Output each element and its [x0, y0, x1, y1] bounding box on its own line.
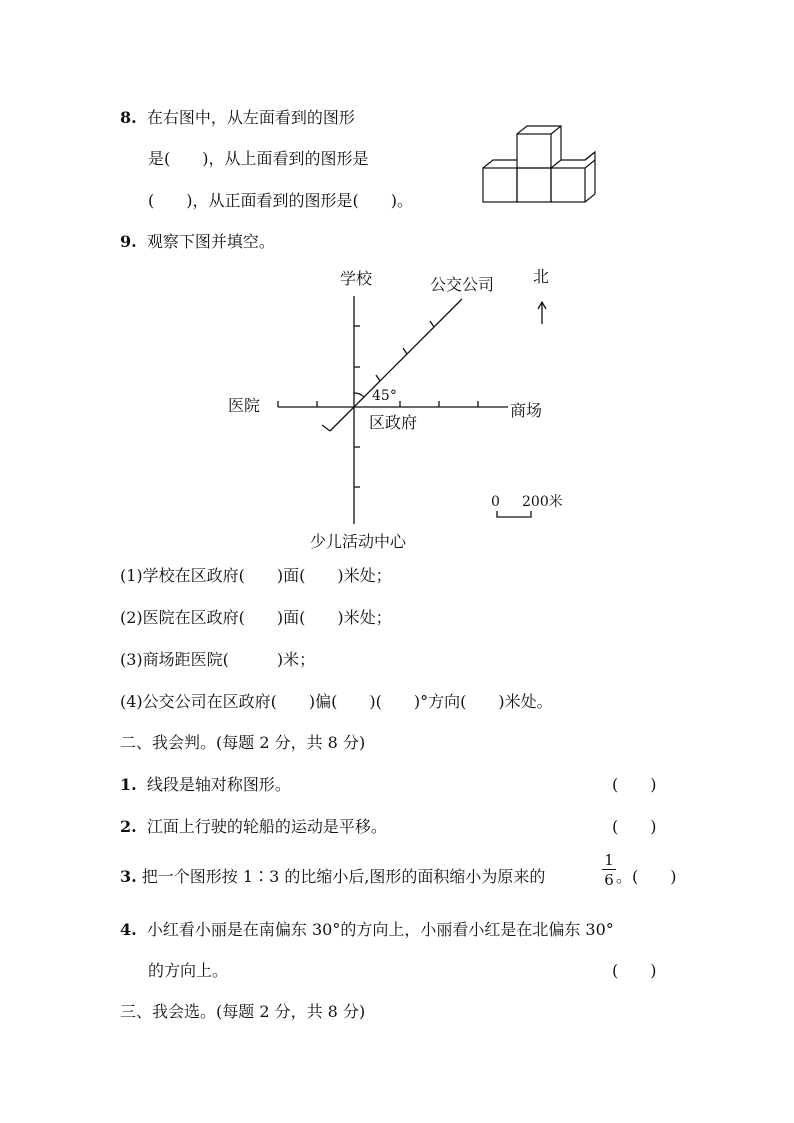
label-school: 学校 [340, 269, 373, 288]
s2-item1-text: 线段是轴对称图形。 [146, 775, 291, 794]
s2-item3-answer[interactable]: 。( ) [616, 867, 677, 886]
s2-item4-text: 小红看小丽是在南偏东 30°的方向上，小丽看小红是在北偏东 30° [146, 920, 614, 939]
q9-sub3: (3)商场距医院( )米； [120, 650, 316, 669]
q8-text1: 在右图中，从左面看到的图形 [146, 108, 355, 127]
s2-item4-answer[interactable]: ( ) [612, 961, 657, 980]
label-north: 北 [533, 267, 550, 286]
q8-line1 [120, 108, 355, 128]
diagonal-line [330, 299, 462, 431]
q9-sub4: (4)公交公司在区政府( )偏( )( )°方向( )米处。 [120, 692, 553, 711]
q9-sub1: (1)学校在区政府( )面( )米处； [120, 566, 392, 585]
s2-item3 [120, 867, 545, 887]
angle-arc [354, 393, 364, 397]
s2-item2-number: 2. [120, 817, 137, 836]
s2-item2 [120, 817, 387, 837]
label-mall: 商场 [510, 401, 543, 420]
q9-number: 9. [120, 232, 137, 251]
s2-item2-answer[interactable]: ( ) [612, 817, 657, 836]
fraction-bar [602, 869, 616, 870]
cube-bottom-left [483, 168, 517, 202]
scale-zero: 0 [491, 494, 500, 510]
s2-item4-text2: 的方向上。 [148, 961, 229, 980]
s2-item3-fraction-denominator: 6 [604, 871, 614, 889]
label-bus-company: 公交公司 [430, 275, 495, 294]
section2-title: 二、我会判。(每题 2 分，共 8 分) [120, 733, 366, 752]
s2-item1-answer[interactable]: ( ) [612, 775, 657, 794]
q9-title-line [120, 232, 275, 252]
label-district-gov: 区政府 [369, 413, 418, 432]
q8-line2: 是( )，从上面看到的图形是 [148, 149, 369, 168]
s2-item3-text: 把一个图形按 1∶3 的比缩小后,图形的面积缩小为原来的 [141, 867, 546, 886]
q8-number: 8. [120, 108, 137, 127]
cube-bottom-middle [517, 168, 551, 202]
q9-title: 观察下图并填空。 [146, 232, 275, 251]
label-children-center: 少儿活动中心 [310, 532, 407, 551]
q9-sub2: (2)医院在区政府( )面( )米处； [120, 608, 392, 627]
cube-figure [480, 122, 600, 208]
s2-item3-fraction-numerator: 1 [604, 851, 614, 869]
cube-bottom-right [551, 168, 585, 202]
cube-top-side [517, 126, 561, 168]
s2-item1 [120, 775, 291, 795]
s2-item3-number: 3. [120, 867, 137, 886]
s2-item1-number: 1. [120, 775, 137, 794]
scale-value: 200米 [522, 494, 563, 510]
direction-diagram [220, 262, 580, 552]
scale-bar [497, 511, 531, 517]
q8-line3: ( )，从正面看到的图形是( )。 [148, 191, 413, 210]
label-hospital: 医院 [228, 396, 261, 415]
section3-title: 三、我会选。(每题 2 分，共 8 分) [120, 1002, 366, 1021]
s2-item2-text: 江面上行驶的轮船的运动是平移。 [146, 817, 387, 836]
label-angle: 45° [372, 388, 397, 404]
s2-item4 [120, 920, 614, 940]
s2-item4-number: 4. [120, 920, 137, 939]
cube-top-front [517, 134, 551, 168]
